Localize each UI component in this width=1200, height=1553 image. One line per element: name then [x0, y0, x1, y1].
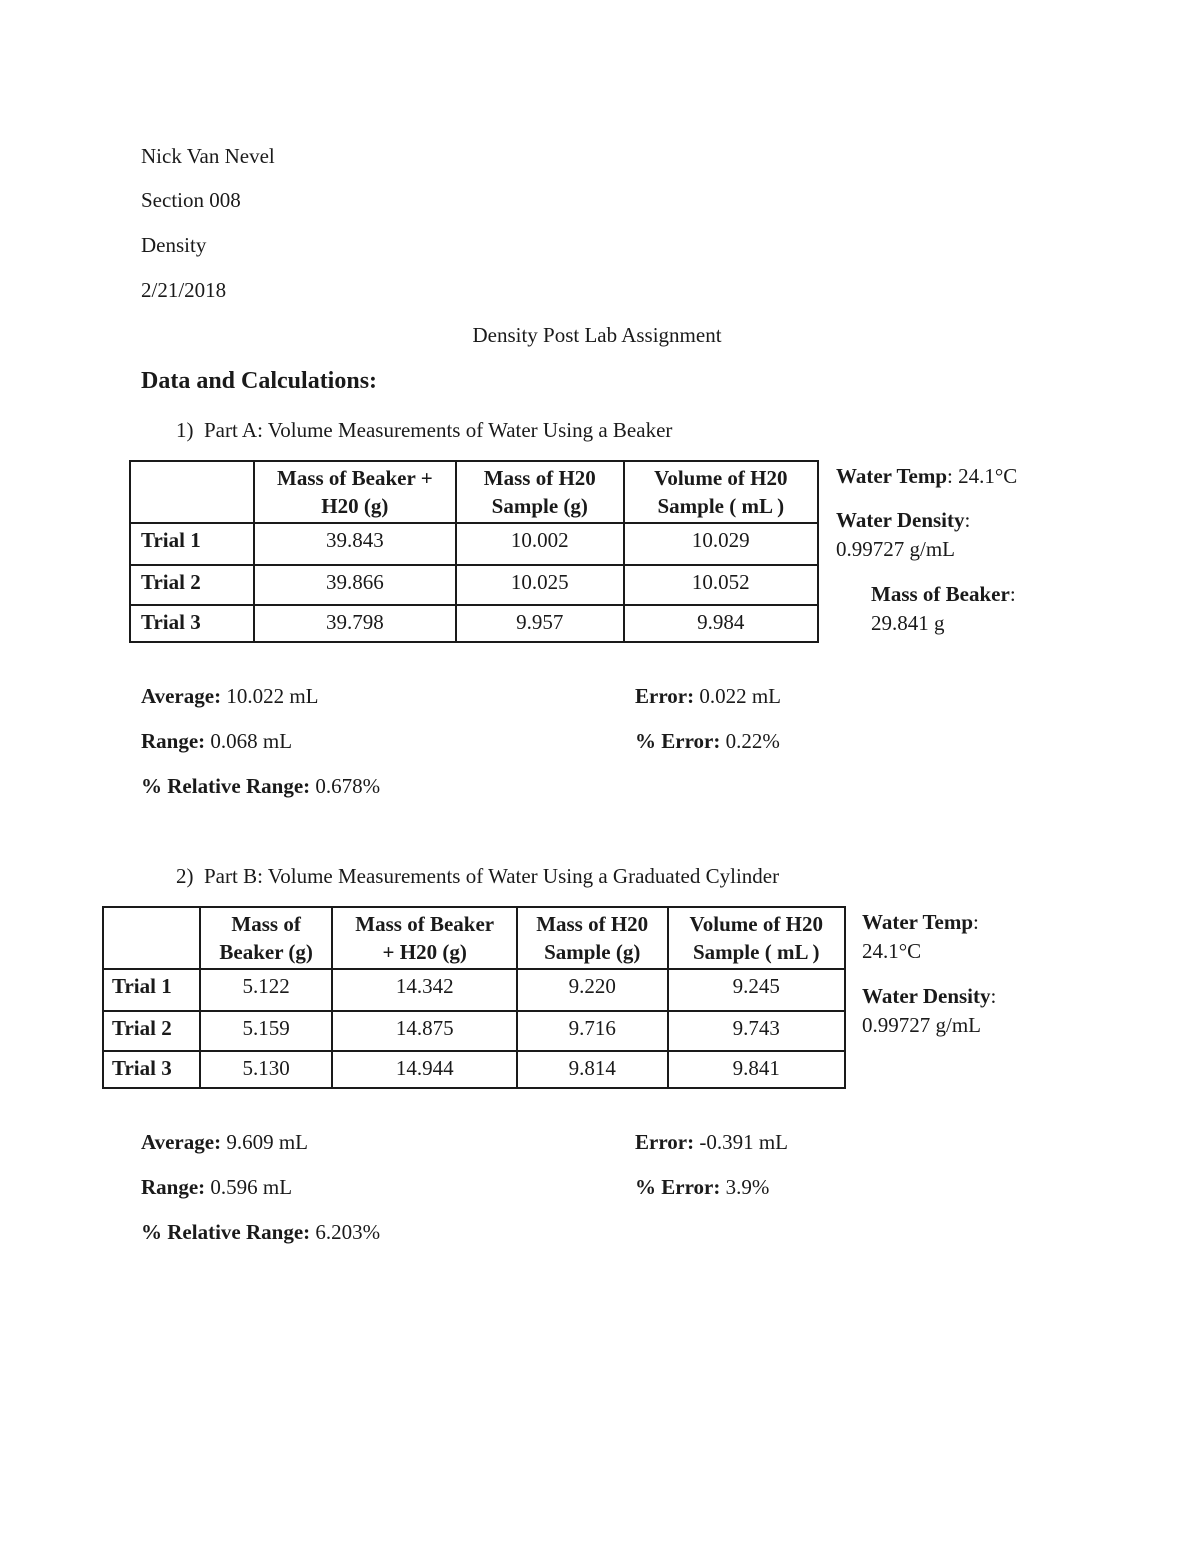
student-name: Nick Van Nevel	[141, 144, 275, 168]
row-label: Trial 1	[130, 523, 254, 565]
part-b-header-row	[103, 907, 845, 969]
table-cell: 10.002	[456, 523, 624, 565]
part-b-header-cell: Mass of Beaker + H20 (g)	[332, 907, 516, 969]
part-b-number: 2)	[176, 864, 194, 888]
part-a-header-cell: Mass of Beaker + H20 (g)	[254, 461, 456, 523]
table-cell: 39.866	[254, 565, 456, 605]
part-a-title: Part A: Volume Measurements of Water Using a Beaker	[204, 418, 673, 442]
document-title: Density Post Lab Assignment	[472, 323, 722, 347]
row-label: Trial 3	[103, 1051, 200, 1088]
table-cell: 9.245	[668, 969, 846, 1011]
table-row	[130, 605, 818, 642]
part-b-header-cell: Volume of H20 Sample ( mL )	[668, 907, 846, 969]
part-b-range: Range: 0.596 mL	[141, 1175, 293, 1199]
part-b-percent-error: % Error: 3.9%	[635, 1175, 770, 1199]
table-cell: 9.957	[456, 605, 624, 642]
part-a-percent-error: % Error: 0.22%	[635, 729, 780, 753]
part-b-header-cell: Mass of Beaker (g)	[200, 907, 333, 969]
part-b-relative-range: % Relative Range: 6.203%	[141, 1220, 381, 1244]
part-a-heading	[176, 418, 672, 443]
table-cell: 14.944	[332, 1051, 516, 1088]
row-label: Trial 3	[130, 605, 254, 642]
part-a-error: Error: 0.022 mL	[635, 684, 782, 708]
part-b-header-blank	[103, 907, 200, 969]
row-label: Trial 2	[103, 1011, 200, 1051]
part-b-header-cell: Mass of H20 Sample (g)	[517, 907, 668, 969]
section-heading: Data and Calculations:	[141, 368, 378, 394]
table-row	[130, 565, 818, 605]
part-a-beaker-mass: Mass of Beaker: 29.841 g	[871, 582, 1016, 635]
table-cell: 14.342	[332, 969, 516, 1011]
part-b-water-density: Water Density: 0.99727 g/mL	[862, 984, 997, 1037]
part-a-table	[129, 460, 819, 643]
part-a-average: Average: 10.022 mL	[141, 684, 319, 708]
section-number: Section 008	[141, 188, 241, 212]
part-b-average: Average: 9.609 mL	[141, 1130, 308, 1154]
part-a-range: Range: 0.068 mL	[141, 729, 293, 753]
table-cell: 5.130	[200, 1051, 333, 1088]
table-cell: 39.798	[254, 605, 456, 642]
part-a-water-density: Water Density: 0.99727 g/mL	[836, 508, 971, 561]
part-a-relative-range: % Relative Range: 0.678%	[141, 774, 381, 798]
table-cell: 9.220	[517, 969, 668, 1011]
table-cell: 9.743	[668, 1011, 846, 1051]
lab-topic: Density	[141, 233, 207, 257]
part-b-table	[102, 906, 846, 1089]
table-cell: 5.159	[200, 1011, 333, 1051]
table-row	[103, 969, 845, 1011]
table-cell: 5.122	[200, 969, 333, 1011]
part-a-water-temp: Water Temp: 24.1°C	[836, 464, 1018, 488]
part-a-header-row	[130, 461, 818, 523]
part-b-water-temp: Water Temp: 24.1°C	[862, 910, 979, 963]
table-row	[103, 1011, 845, 1051]
table-cell: 10.052	[624, 565, 818, 605]
part-a-header-blank	[130, 461, 254, 523]
table-cell: 14.875	[332, 1011, 516, 1051]
part-b-heading	[176, 864, 779, 889]
table-cell: 9.841	[668, 1051, 846, 1088]
table-cell: 9.814	[517, 1051, 668, 1088]
part-a-number: 1)	[176, 418, 194, 442]
row-label: Trial 2	[130, 565, 254, 605]
part-a-header-cell: Mass of H20 Sample (g)	[456, 461, 624, 523]
part-b-title: Part B: Volume Measurements of Water Using a Graduated Cylinder	[204, 864, 780, 888]
part-a-header-cell: Volume of H20 Sample ( mL )	[624, 461, 818, 523]
table-cell: 9.716	[517, 1011, 668, 1051]
table-cell: 39.843	[254, 523, 456, 565]
row-label: Trial 1	[103, 969, 200, 1011]
table-row	[103, 1051, 845, 1088]
table-cell: 10.029	[624, 523, 818, 565]
table-cell: 9.984	[624, 605, 818, 642]
part-b-error: Error: -0.391 mL	[635, 1130, 788, 1154]
table-cell: 10.025	[456, 565, 624, 605]
lab-date: 2/21/2018	[141, 278, 227, 302]
table-row	[130, 523, 818, 565]
